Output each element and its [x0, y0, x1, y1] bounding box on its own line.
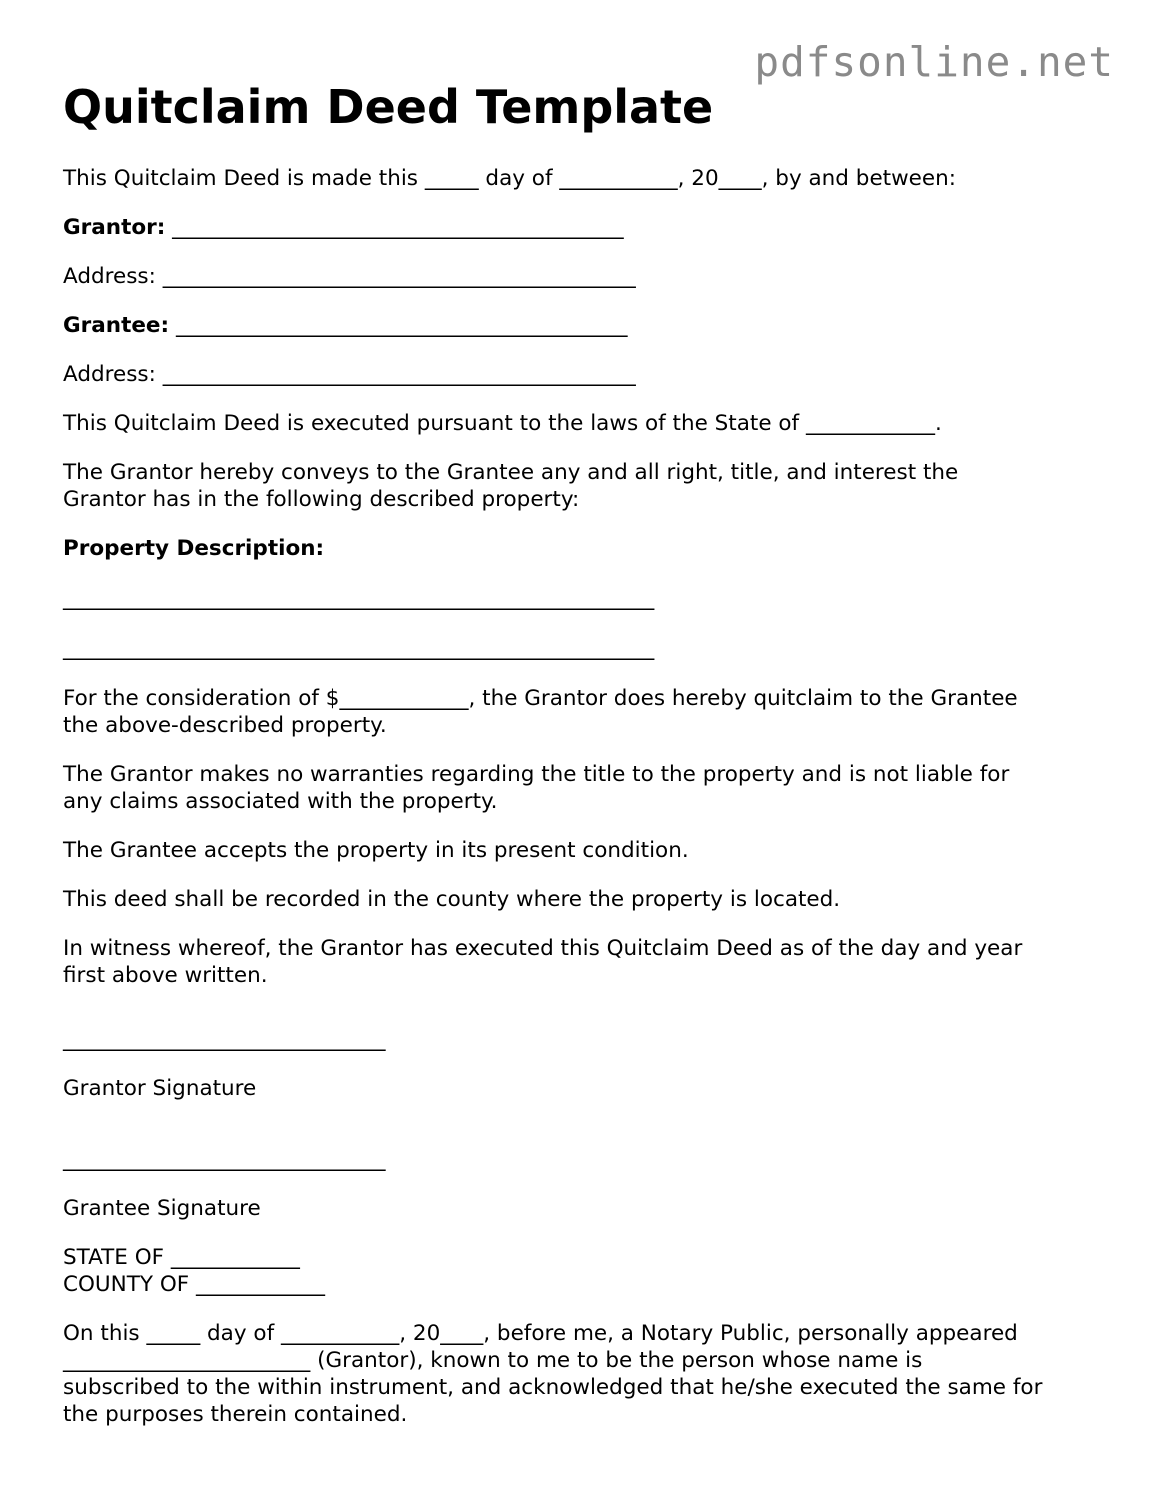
grantor-signature-line: ______________________________: [63, 1027, 386, 1052]
grantor-label: Grantor:: [63, 215, 166, 240]
grantee-signature-label: Grantee Signature: [63, 1196, 261, 1221]
consideration-paragraph: For the consideration of $____________, the Grantor does hereby quitclaim to the Grantee the above-described property.: [63, 686, 1018, 738]
warranties-paragraph: The Grantor makes no warranties regarding the title to the property and is not liable for any claims associated with the property.: [63, 762, 1010, 814]
property-line-1: _______________________________________________________: [63, 586, 655, 611]
grantor-line: [63, 214, 1093, 241]
property-description-label: Property Description:: [63, 536, 325, 561]
grantee-signature-line: ______________________________: [63, 1147, 386, 1172]
state-of-line: STATE OF ____________: [63, 1245, 300, 1270]
recorded-paragraph: This deed shall be recorded in the county where the property is located.: [63, 887, 841, 912]
page-title: Quitclaim Deed Template: [63, 80, 714, 134]
grantee-line: [63, 312, 1093, 339]
intro-paragraph: This Quitclaim Deed is made this _____ day of ___________, 20____, by and between:: [63, 166, 957, 191]
notary-paragraph: On this _____ day of ___________, 20____, before me, a Notary Public, personally appeared _______________________ (Grantor), known to me to be the person whose name is subscribed to the within instrument, and acknowledged that he/she executed the same for the purposes therein contained.: [63, 1321, 1043, 1427]
accepts-paragraph: The Grantee accepts the property in its present condition.: [63, 838, 689, 863]
grantor-address: Address: ____________________________________________: [63, 264, 636, 289]
grantee-address: Address: ____________________________________________: [63, 362, 636, 387]
conveys-paragraph: The Grantor hereby conveys to the Grantee any and all right, title, and interest the Grantor has in the following described property:: [63, 460, 959, 512]
witness-paragraph: In witness whereof, the Grantor has executed this Quitclaim Deed as of the day and year first above written.: [63, 936, 1023, 988]
grantor-blank: __________________________________________: [165, 215, 624, 240]
document-body: [63, 165, 1093, 1428]
watermark: pdfsonline.net: [754, 38, 1114, 86]
grantee-blank: __________________________________________: [169, 313, 628, 338]
grantor-signature-label: Grantor Signature: [63, 1076, 257, 1101]
state-law-paragraph: This Quitclaim Deed is executed pursuant to the laws of the State of ____________.: [63, 411, 942, 436]
grantee-label: Grantee:: [63, 313, 170, 338]
property-line-2: _______________________________________________________: [63, 636, 655, 661]
county-of-line: COUNTY OF ____________: [63, 1272, 325, 1297]
